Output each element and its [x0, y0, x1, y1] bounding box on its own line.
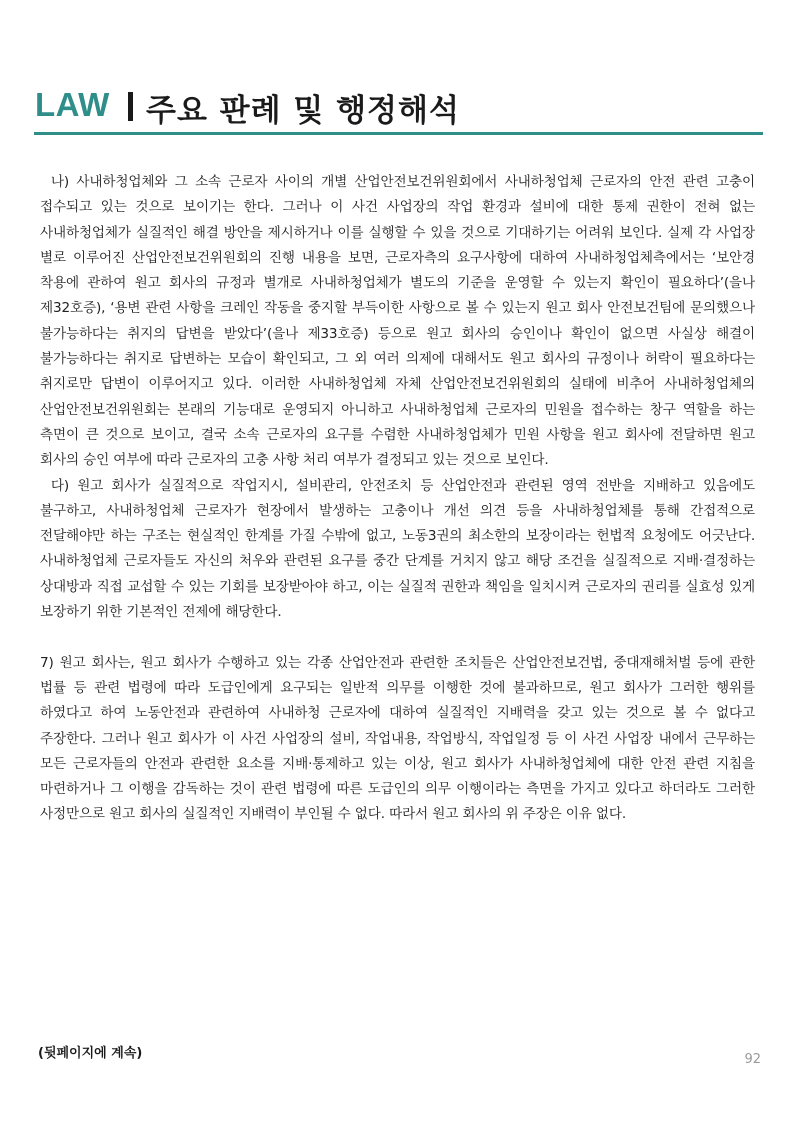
paragraph-na: 나) 사내하청업체와 그 소속 근로자 사이의 개별 산업안전보건위원회에서 사내하청업체 근로자의 안전 관련 고충이 접수되고 있는 것으로 보이기는 한다. 그러나 이 사건 사업장의 작업 환경과 설비에 대한 통제 권한이 전혀 없는 사내하청업체가 실질적인 해결 방안을 제시하거나 이를 실행할 수 있을 것으로 기대하기는 어려워 보인다. 실제 각 사업장 별로 이루어진 산업안전보건위원회의 진행 내용을 보면, 근로자측의 요구사항에 대하여 사내하청업체측에서는 ‘보안경 착용에 관하여 원고 회사의 규정과 별개로 사내하청업체가 별도의 기준을 운영할 수 있는지 확인이 필요하다’(을나 제32호증), ‘용변 관련 사항을 크레인 작동을 중지할 부득이한 사항으로 볼 수 있는지 원고 회사 안전보건팀에 문의했으나 불가능하다는 취지의 답변을 받았다’(을나 제33호증) 등으로 원고 회사의 승인이나 확인이 없으면 사실상 해결이 불가능하다는 취지로 답변하는 모습이 확인되고, 그 외 여러 의제에 대해서도 원고 회사의 규정이나 허락이 필요하다는 취지로만 답변이 이루어지고 있다. 이러한 사내하청업체 자체 산업안전보건위원회의 실태에 비추어 사내하청업체의 산업안전보건위원회는 본래의 기능대로 운영되지 아니하고 사내하청업체 근로자의 민원을 접수하는 창구 역할을 하는 측면이 큰 것으로 보이고, 결국 소속 근로자의 요구를 수렴한 사내하청업체가 민원 사항을 원고 회사에 전달하면 원고 회사의 승인 여부에 따라 근로자의 고충 사항 처리 여부가 결정되고 있는 것으로 보인다. — [40, 174, 755, 469]
header-divider-bar — [128, 92, 133, 121]
page-number: 92 — [744, 1052, 761, 1067]
continued-note: (뒷페이지에 계속) — [38, 1046, 143, 1061]
page-title: 주요 판례 및 행정해석 — [146, 93, 460, 129]
body-text — [40, 170, 755, 828]
header-rule — [34, 132, 763, 135]
paragraph-da: 다) 원고 회사가 실질적으로 작업지시, 설비관리, 안전조치 등 산업안전과 관련된 영역 전반을 지배하고 있음에도 불구하고, 사내하청업체 근로자가 현장에서 발생하는 고충이나 개선 의견 등을 사내하청업체를 통해 간접적으로 전달해야만 하는 구조는 현실적인 한계를 가질 수밖에 없고, 노동3권의 최소한의 보장이라는 헌법적 요청에도 어긋난다. 사내하청업체 근로자들도 자신의 처우와 관련된 요구를 중간 단계를 거치지 않고 해당 조건을 실질적으로 지배·결정하는 상대방과 직접 교섭할 수 있는 기회를 보장받아야 하고, 이는 실질적 권한과 책임을 일치시켜 근로자의 권리를 실효성 있게 보장하기 위한 기본적인 전제에 해당한다. — [40, 477, 755, 621]
paragraph-7: 7) 원고 회사는, 원고 회사가 수행하고 있는 각종 산업안전과 관련한 조치들은 산업안전보건법, 중대재해처벌 등에 관한 법률 등 관련 법령에 따라 도급인에게 요구되는 일반적 의무를 이행한 것에 불과하므로, 원고 회사가 그러한 행위를 하였다고 하여 노동안전과 관련하여 사내하청 근로자에 대하여 실질적인 지배력을 갖고 있는 것으로 볼 수 없다고 주장한다. 그러나 원고 회사가 이 사건 사업장의 설비, 작업내용, 작업방식, 작업일정 등 이 사건 사업장 내에서 근무하는 모든 근로자들의 안전과 관련한 요소를 지배·통제하고 있는 이상, 원고 회사가 사내하청업체에 대한 안전 관련 지침을 마련하거나 그 이행을 감독하는 것이 관련 법령에 따른 도급인의 의무 이행이라는 측면을 가지고 있다고 하더라도 그러한 사정만으로 원고 회사의 실질적인 지배력이 부인될 수 없다. 따라서 원고 회사의 위 주장은 이유 없다. — [40, 654, 755, 823]
section-label: LAW — [35, 86, 110, 123]
